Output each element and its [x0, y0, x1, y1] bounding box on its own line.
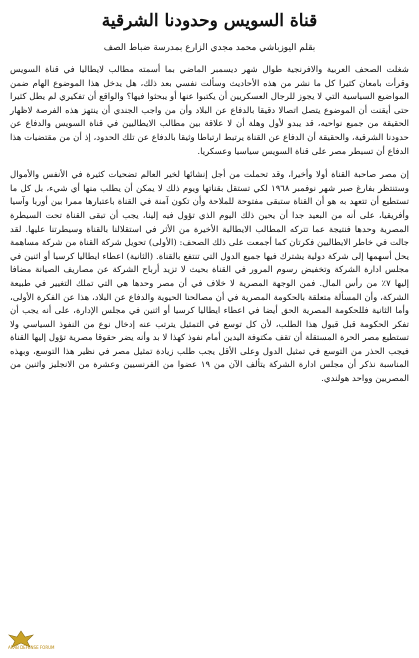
forum-logo-icon — [6, 628, 55, 652]
article-paragraph: إن مصر صاحبة القناة أولا وأخيرا، وقد تحملت من أجل إنشائها لخير العالم تضحيات كثيرة في الأنفس والأموال وستنتظر بفارغ صبر شهر نوفمبر ١٩٦٨ لكي تستقل بقناتها ويوم ذلك لا يمكن أن يطلب منها أي شيء، بل كل ما تستطيع أن تتعهد به هو أن القناة ستبقى مفتوحة للملاحة وأن تكون آمنة في القناة باعتبارها ممرا بين أوربا وآسيا وأفريقيا، على أنه من البعيد جدا أن يحين ذلك اليوم الذي تؤول فيه إلينا، يجب أن تبقى القناة تحت السيطرة المصرية وحدها فنتيجة عما تتركه المطالب الايطالية الأخيرة من الأثر في استقلالنا بالقناة وسيطرتنا عليها. لقد جالت في خاطر الايطاليين فكرتان كما أجمعت على ذلك الصحف: (الأولى) تحويل شركة القناة من شركة مساهمة يحل أسهمها إلى شركة دولية يشترك فيها جميع الدول التي تنتفع بالقناة. (الثانية) اعطاء ايطاليا كرسيا أو اثنين في مجلس ادارة الشركة وتخفيض رسوم المرور في القناة بحيث لا تزيد أرباح الشركة عن مصاريف الصيانة مضافا إليها ٧٪ من رأس المال. فمن الوجهة المصرية لا خلاف في أن مصر وحدها هي التي تملك التغيير في طبيعة الشركة، وأن المسألة متعلقة بالحكومة المصرية في أن مصالحنا الحيوية والدفاع عن البلاد، هذا عن الفكرة الأولى، وأما الثانية فللحكومة المصرية الحق أيضا في اعطاء ايطاليا كرسيا أو اثنين في مجلس الإدارة، على أنه يجب أن تفكر الحكومة قبل قبول هذا الطلب، لأن كل توسع في التمثيل يترتب عنه إدخال نوع من النفوذ السياسي ولا تستطيع مصر الحرة المستقلة أن تقف مكتوفة اليدين أمام نفوذ كهذا لا بد وأنه يضر حقوقا مصرية تؤول إليها القناة فيجب الحذر من التوسع في تمثيل الدول وعلى الأقل يجب طلب زيادة تمثيل مصر في نظير هذا التوسع، وبهذه المناسبة نذكر أن مجلس ادارة الشركة يتألف الآن من ١٩ عضوا من الفرنسيين وعشرة من الانجليز واثنين من المصريين وواحد هولندي. — [10, 170, 410, 385]
article-title: قناة السويس وحدودنا الشرقية — [101, 11, 318, 31]
article-paragraph: شغلت الصحف العربية والافرنجية طوال شهر ديسمبر الماضي بما أسمته مطالب لايطاليا في قناة السويس وقرأت بامعان كثيرا كل ما نشر من هذه الأحاديث وسألت نفسي بعد ذلك، هل يدخل هذا الموضوع الهام ضمن المواضيع السياسية التي لا يجوز للرجال العسكريين أن يكتبوا عنها أو يبحثوا فيها؟ والواقع أن تفكيري لم يطل كثيرا حتى أيقنت أن الموضوع يتصل اتصالا دقيقا بالدفاع عن البلاد وأن من واجب الجندي أن ينتهز هذه الفرصة لاظهار الحقيقة من جميع نواحيه، قد يبدو لأول وهلة أن لا علاقة بين مطالب الايطاليين في قناة السويس والدفاع عن حدودنا الشرقية، والحقيقة أن الدفاع عن القناة يرتبط ارتباطا وثيقا بالدفاع عن تلك الحدود، إذ أن من مقتضيات هذا الدفاع أن تسيطر مصر على قناة السويس سياسيا وعسكريا. — [10, 65, 409, 157]
watermark-text: ARAB DEFENSE FORUM — [8, 645, 55, 650]
article-author: بقلم اليوزباشي محمد مجدي الزارع بمدرسة ضباط الصف — [103, 43, 316, 53]
